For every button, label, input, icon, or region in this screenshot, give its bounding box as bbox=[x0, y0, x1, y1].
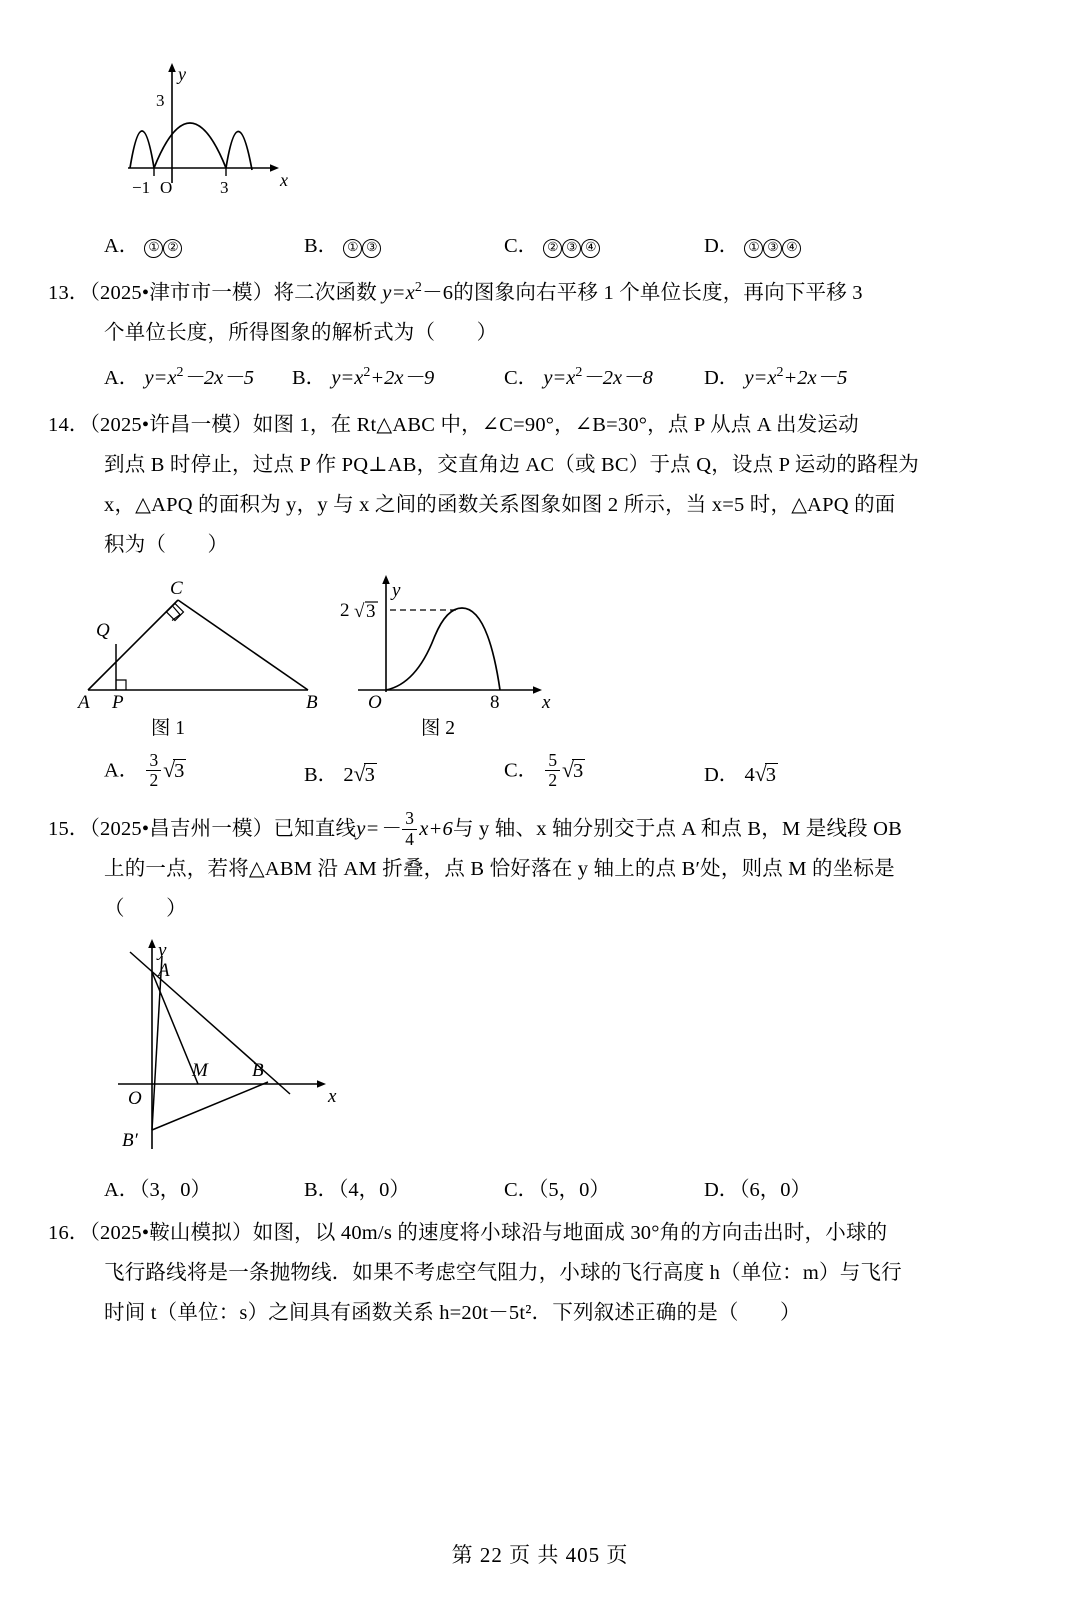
q13-option-D-expr: y=x bbox=[744, 366, 777, 389]
q13-options bbox=[104, 360, 1032, 390]
radicand: 3 bbox=[364, 763, 375, 786]
q13-text-1: 将二次函数 bbox=[273, 282, 377, 304]
radicand: 3 bbox=[573, 759, 584, 782]
line-fold-svg bbox=[100, 934, 360, 1164]
q13-option-D-tail: +2x－5 bbox=[783, 366, 848, 389]
label-P: P bbox=[112, 691, 124, 712]
label-O: O bbox=[368, 691, 382, 712]
radicand: 3 bbox=[765, 763, 776, 786]
triangle-abc-svg bbox=[68, 572, 328, 712]
x-axis-label: x bbox=[280, 170, 288, 190]
area-function-svg bbox=[338, 572, 588, 712]
q14-option-D[interactable] bbox=[704, 757, 778, 787]
circled-4-icon: ④ bbox=[782, 239, 801, 258]
q14-option-D-label: D． bbox=[704, 763, 740, 786]
label-M: M bbox=[192, 1060, 208, 1082]
q14-text-1: 如图 1，在 Rt△ABC 中，∠C=90°，∠B=30°，点 P 从点 A 出发运动 bbox=[252, 413, 859, 436]
label-Q: Q bbox=[96, 619, 110, 641]
q13-option-C[interactable] bbox=[504, 360, 704, 390]
q14-option-C-fraction bbox=[545, 751, 560, 791]
q14-source: （2025•许昌一模） bbox=[89, 413, 253, 436]
label-A: A bbox=[78, 691, 90, 712]
q14-option-A-label: A． bbox=[104, 759, 140, 782]
q14-option-A-fraction bbox=[146, 751, 161, 791]
q13-option-D-label: D． bbox=[704, 366, 740, 389]
q14-options bbox=[104, 749, 1032, 792]
q12-option-B[interactable] bbox=[304, 228, 504, 258]
circled-4-icon: ④ bbox=[581, 239, 600, 258]
q14-fig1-caption: 图 1 bbox=[150, 717, 186, 739]
q15-option-C-text: （5，0） bbox=[538, 1179, 610, 1202]
q14-option-C-label: C． bbox=[504, 759, 539, 782]
q15-expr-fraction bbox=[402, 809, 417, 849]
denominator: 4 bbox=[405, 828, 415, 849]
q15-option-D[interactable] bbox=[704, 1172, 811, 1202]
q14-option-B-coef: 2 bbox=[343, 763, 354, 786]
tick-2sqrt3: 2 bbox=[340, 599, 350, 621]
q14-figures bbox=[68, 572, 1032, 740]
q15-text-a: 已知直线 bbox=[273, 817, 357, 840]
q13-option-B-label: B． bbox=[292, 366, 327, 389]
q13-text-2: 的图象向右平移 1 个单位长度，再向下平移 3 bbox=[453, 282, 863, 304]
q13-option-B-sup: 2 bbox=[363, 365, 371, 381]
q14-option-D-coef: 4 bbox=[744, 763, 755, 786]
circled-1-icon: ① bbox=[343, 239, 362, 258]
tick-label-3x: 3 bbox=[220, 178, 229, 197]
q16-line-3: 时间 t（单位：s）之间具有函数关系 h=20t－5t²．下列叙述正确的是（ ） bbox=[104, 1301, 801, 1324]
q13-expr-sup: 2 bbox=[414, 280, 423, 296]
label-B: B bbox=[252, 1060, 264, 1082]
q13-option-B-expr: y=x bbox=[331, 366, 364, 389]
q13-expr-tail: －6 bbox=[422, 282, 454, 304]
tick-label-O: O bbox=[160, 178, 173, 197]
q13-number: 13． bbox=[48, 282, 90, 304]
q15-option-A-label: A． bbox=[104, 1179, 140, 1202]
question-15 bbox=[48, 810, 1032, 1202]
page-footer: 第 22 页 共 405 页 bbox=[451, 1543, 629, 1567]
q15-text-b: 与 y 轴、x 轴分别交于点 A 和点 B，M 是线段 OB bbox=[453, 817, 903, 840]
q14-option-D-sqrt bbox=[755, 763, 778, 787]
q15-option-A[interactable] bbox=[104, 1172, 304, 1202]
x-axis-label: x bbox=[328, 1086, 337, 1108]
q16-line-2: 飞行路线将是一条抛物线．如果不考虑空气阻力，小球的飞行高度 h（单位：m）与飞行 bbox=[104, 1262, 902, 1285]
q13-option-A-label: A． bbox=[104, 366, 140, 389]
q15-expr-lead: y=－ bbox=[356, 817, 401, 840]
q13-option-B[interactable] bbox=[292, 360, 504, 390]
q12-option-D-label: D． bbox=[704, 235, 740, 257]
q12-option-A[interactable] bbox=[104, 228, 304, 258]
circled-2-icon: ② bbox=[543, 239, 562, 258]
circled-1-icon: ① bbox=[744, 239, 763, 258]
q13-option-C-label: C． bbox=[504, 366, 539, 389]
q14-option-C-sqrt bbox=[562, 759, 585, 783]
q15-option-B-text: （4，0） bbox=[338, 1179, 410, 1202]
q15-figure bbox=[100, 934, 1032, 1164]
label-B: B bbox=[306, 691, 318, 712]
q12-option-D[interactable] bbox=[704, 228, 801, 258]
q13-option-C-tail: －2x－8 bbox=[582, 366, 653, 389]
q12-option-B-label: B． bbox=[304, 235, 339, 257]
q12-option-A-label: A． bbox=[104, 235, 140, 257]
q15-line-3: （ ） bbox=[104, 898, 187, 921]
q14-number: 14． bbox=[48, 413, 90, 436]
question-14 bbox=[48, 406, 1032, 792]
q13-line-1 bbox=[48, 274, 1032, 314]
denominator: 2 bbox=[149, 770, 159, 791]
circled-2-icon: ② bbox=[163, 239, 182, 258]
y-axis-label: y bbox=[158, 940, 167, 962]
q13-line-2: 个单位长度，所得图象的解析式为（ ） bbox=[104, 321, 498, 344]
q14-figure-1 bbox=[68, 572, 338, 740]
q16-source: （2025•鞍山模拟） bbox=[89, 1222, 253, 1245]
radicand-3: 3 bbox=[366, 600, 376, 622]
q16-text-1: 如图，以 40m/s 的速度将小球沿与地面成 30°角的方向击出时，小球的 bbox=[252, 1222, 888, 1245]
label-O: O bbox=[128, 1088, 142, 1110]
q12-option-C[interactable] bbox=[504, 228, 704, 258]
circled-1-icon: ① bbox=[144, 239, 163, 258]
circled-3-icon: ③ bbox=[362, 239, 381, 258]
q15-option-C[interactable] bbox=[504, 1172, 704, 1202]
q14-fig2-caption: 图 2 bbox=[420, 717, 456, 739]
q15-number: 15． bbox=[48, 817, 90, 840]
q13-option-B-tail: +2x－9 bbox=[370, 366, 435, 389]
q14-option-B-sqrt bbox=[354, 763, 377, 787]
y-axis-label: y bbox=[392, 579, 401, 601]
radicand: 3 bbox=[174, 759, 185, 782]
q13-option-D-sup: 2 bbox=[776, 365, 784, 381]
q13-option-C-sup: 2 bbox=[575, 365, 583, 381]
q13-option-A-sup: 2 bbox=[176, 365, 184, 381]
q16-line-1 bbox=[48, 1214, 1032, 1254]
q13-option-A-tail: －2x－5 bbox=[183, 366, 255, 389]
denominator: 2 bbox=[548, 770, 558, 791]
q15-option-C-label: C． bbox=[504, 1179, 539, 1202]
q15-options bbox=[104, 1172, 1032, 1202]
q14-option-A-sqrt bbox=[163, 759, 186, 783]
q15-option-B[interactable] bbox=[304, 1172, 504, 1202]
q13-option-D[interactable] bbox=[704, 360, 847, 390]
numerator: 3 bbox=[146, 751, 161, 772]
q14-line-4: 积为（ ） bbox=[104, 533, 229, 556]
q14-figure-2 bbox=[338, 572, 598, 740]
label-A: A bbox=[158, 960, 170, 982]
sqrt-symbol-icon: √ bbox=[354, 600, 365, 622]
q16-number: 16． bbox=[48, 1222, 90, 1245]
q13-expr-y: y=x bbox=[382, 282, 415, 304]
tick-8: 8 bbox=[490, 691, 500, 712]
q15-expr-tail: x+6 bbox=[419, 817, 453, 840]
q15-source: （2025•昌吉州一模） bbox=[89, 817, 274, 840]
q14-option-A[interactable] bbox=[104, 749, 304, 792]
y-axis-label: y bbox=[178, 64, 186, 84]
label-B-prime: B′ bbox=[122, 1130, 138, 1152]
q14-line-2: 到点 B 时停止，过点 P 作 PQ⊥AB，交直角边 AC（或 BC）于点 Q，设点 P 运动的路程为 bbox=[104, 453, 919, 476]
q15-option-D-label: D． bbox=[704, 1179, 740, 1202]
q15-line-2: 上的一点，若将△ABM 沿 AM 折叠，点 B 恰好落在 y 轴上的点 B′处，则点 M 的坐标是 bbox=[104, 858, 895, 881]
question-13 bbox=[48, 274, 1032, 390]
q14-option-C[interactable] bbox=[504, 749, 704, 792]
q15-option-D-text: （6，0） bbox=[739, 1179, 812, 1202]
label-C: C bbox=[170, 577, 183, 599]
q12-figure bbox=[120, 0, 1032, 218]
q14-option-B[interactable] bbox=[304, 757, 504, 787]
q12-options bbox=[104, 228, 1032, 258]
circled-3-icon: ③ bbox=[562, 239, 581, 258]
q15-option-B-label: B． bbox=[304, 1179, 339, 1202]
q15-option-A-text: （3，0） bbox=[139, 1179, 212, 1202]
q12-option-C-label: C． bbox=[504, 235, 539, 257]
numerator: 5 bbox=[545, 751, 560, 772]
q13-option-A[interactable] bbox=[104, 360, 292, 390]
q14-line-3: x，△APQ 的面积为 y，y 与 x 之间的函数关系图象如图 2 所示，当 x=5 时，△APQ 的面 bbox=[104, 493, 896, 516]
q13-option-A-expr: y=x bbox=[144, 366, 177, 389]
q14-option-B-label: B． bbox=[304, 763, 339, 786]
numerator: 3 bbox=[402, 809, 417, 830]
tick-label-neg1: −1 bbox=[132, 178, 151, 197]
parabola-svg bbox=[120, 58, 320, 218]
q15-line-1 bbox=[48, 810, 1032, 850]
circled-3-icon: ③ bbox=[763, 239, 782, 258]
q13-source: （2025•津市市一模） bbox=[89, 282, 274, 304]
question-16 bbox=[48, 1214, 1032, 1334]
q13-option-C-expr: y=x bbox=[543, 366, 576, 389]
tick-label-3y: 3 bbox=[156, 91, 165, 110]
x-axis-label: x bbox=[542, 691, 551, 712]
q14-line-1 bbox=[48, 406, 1032, 446]
